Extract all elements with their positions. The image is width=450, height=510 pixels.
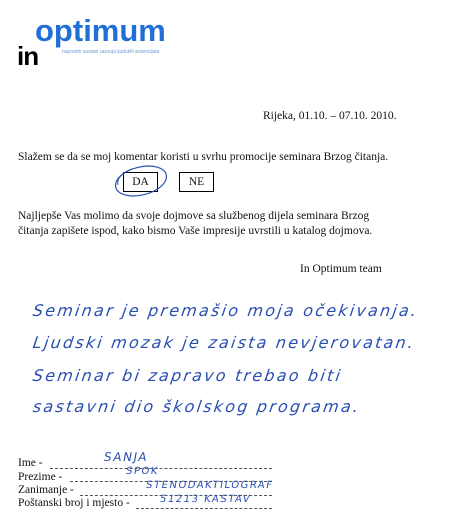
selection-circle-icon [112,163,170,199]
request-line-1: Najljepše Vas molimo da svoje dojmove sa službenog dijela seminara Brzog [18,210,370,222]
ime-value[interactable]: SANJA [102,450,150,464]
team-signature: In Optimum team [300,263,382,275]
logo-in: in [17,41,39,71]
logo-tagline: napredni sustavi razvoja ljudskih potencijala [62,49,160,55]
option-yes-box[interactable]: DA [123,172,158,192]
request-line-2: čitanja zapišete ispod, kako bismo Vaše impresije uvrstili u katalog dojmova. [18,225,373,237]
ime-label: Ime - [18,457,43,469]
postanski-label: Poštanski broj i mjesto - [18,497,130,509]
ime-underline [50,468,272,469]
handwritten-line: sastavni dio školskog programa. [31,397,362,416]
handwritten-line: Seminar bi zapravo trebao biti [31,366,344,385]
handwritten-line: Ljudski mozak je zaista nevjerovatan. [31,333,417,352]
prezime-label: Prezime - [18,471,63,483]
consent-text: Slažem se da se moj komentar koristi u svrhu promocije seminara Brzog čitanja. [18,151,389,163]
zanimanje-value[interactable]: STENODAKTILOGRAF [145,480,275,491]
logo-optimum: optimum [35,13,166,48]
date-line: Rijeka, 01.10. – 07.10. 2010. [263,110,397,122]
option-no-box[interactable]: NE [179,172,214,192]
postanski-value[interactable]: 51213 KASTAV [159,494,252,505]
handwritten-line: Seminar je premašio moja očekivanja. [31,301,420,320]
zanimanje-label: Zanimanje - [18,484,74,496]
prezime-value[interactable]: SPOK [125,466,160,477]
